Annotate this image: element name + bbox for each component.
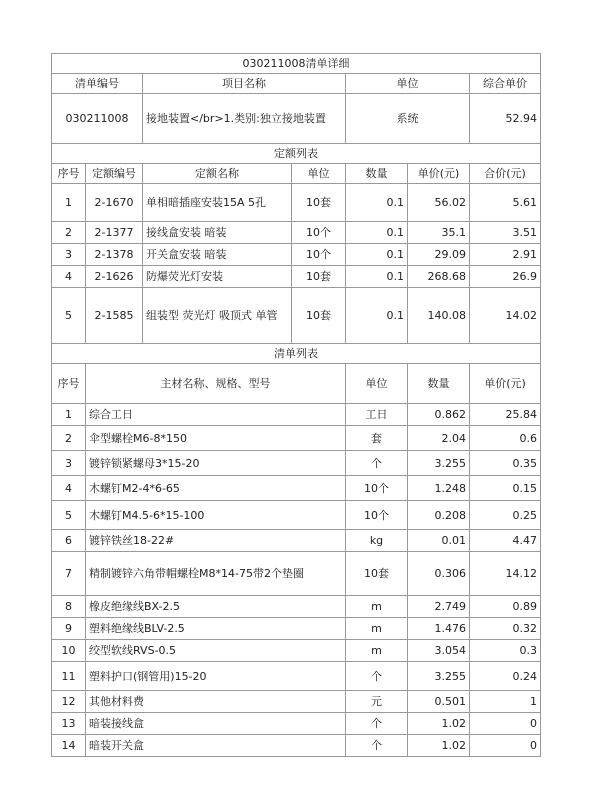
material-row <box>52 476 541 501</box>
total-price-cell: 26.9 <box>470 266 541 288</box>
row-number: 6 <box>52 530 86 552</box>
column-header: 序号 <box>52 164 86 184</box>
quota-row <box>52 244 541 266</box>
row-number: 1 <box>52 184 86 222</box>
bill-detail-table <box>51 53 541 757</box>
row-number: 14 <box>52 735 86 757</box>
composite-price: 52.94 <box>470 94 541 144</box>
unit-cell: 10套 <box>292 266 346 288</box>
quota-row <box>52 184 541 222</box>
unit-cell: 元 <box>346 691 408 713</box>
quantity-cell: 1.248 <box>408 476 470 501</box>
material-row <box>52 713 541 735</box>
code-label: 清单编号 <box>52 74 143 94</box>
quantity-cell: 0.1 <box>346 244 408 266</box>
title-row <box>52 54 541 74</box>
table-body <box>52 54 541 184</box>
column-header: 单价(元) <box>408 164 470 184</box>
quota-code: 2-1377 <box>86 222 143 244</box>
unit-price-cell: 1 <box>470 691 541 713</box>
column-header: 单位 <box>346 364 408 404</box>
row-number: 5 <box>52 501 86 530</box>
unit-cell: kg <box>346 530 408 552</box>
row-number: 2 <box>52 426 86 451</box>
total-price-cell: 5.61 <box>470 184 541 222</box>
quantity-cell: 3.054 <box>408 640 470 662</box>
quota-name: 组装型 荧光灯 吸顶式 单管 <box>143 288 292 344</box>
unit-price-cell: 25.84 <box>470 404 541 426</box>
unit-cell: m <box>346 618 408 640</box>
quantity-cell: 0.1 <box>346 184 408 222</box>
materials-rows <box>52 404 541 757</box>
unit-cell: 个 <box>346 713 408 735</box>
row-number: 5 <box>52 288 86 344</box>
column-header: 单价(元) <box>470 364 541 404</box>
material-name: 木螺钉M2-4*6-65 <box>86 476 346 501</box>
unit-cell: 10套 <box>346 552 408 596</box>
total-price-cell: 3.51 <box>470 222 541 244</box>
unit-cell: m <box>346 596 408 618</box>
quota-section-title: 定额列表 <box>52 144 541 164</box>
row-number: 8 <box>52 596 86 618</box>
material-row <box>52 501 541 530</box>
quantity-cell: 0.1 <box>346 222 408 244</box>
quantity-cell: 0.1 <box>346 266 408 288</box>
quota-name: 单相暗插座安装15A 5孔 <box>143 184 292 222</box>
unit-cell: 10套 <box>292 288 346 344</box>
column-header: 数量 <box>346 164 408 184</box>
material-name: 综合工日 <box>86 404 346 426</box>
materials-head <box>52 344 541 404</box>
quota-code: 2-1626 <box>86 266 143 288</box>
row-number: 9 <box>52 618 86 640</box>
material-row <box>52 662 541 691</box>
material-row <box>52 596 541 618</box>
quota-row <box>52 266 541 288</box>
quota-section-row <box>52 144 541 164</box>
material-row <box>52 426 541 451</box>
quantity-cell: 1.476 <box>408 618 470 640</box>
material-row <box>52 552 541 596</box>
quota-code: 2-1585 <box>86 288 143 344</box>
column-header: 定额编号 <box>86 164 143 184</box>
unit-price-cell: 0.89 <box>470 596 541 618</box>
unit-cell: 10个 <box>346 501 408 530</box>
project-name: 接地装置</br>1.类别:独立接地装置 <box>143 94 346 144</box>
unit-price-cell: 0 <box>470 735 541 757</box>
unit-cell: 个 <box>346 451 408 476</box>
quota-name: 防爆荧光灯安装 <box>143 266 292 288</box>
unit-price-cell: 29.09 <box>408 244 470 266</box>
row-number: 1 <box>52 404 86 426</box>
unit-cell: m <box>346 640 408 662</box>
material-name: 暗装接线盒 <box>86 713 346 735</box>
unit-cell: 10套 <box>292 184 346 222</box>
total-price-cell: 2.91 <box>470 244 541 266</box>
quantity-cell: 0.501 <box>408 691 470 713</box>
material-row <box>52 404 541 426</box>
material-row <box>52 618 541 640</box>
materials-section-row <box>52 344 541 364</box>
quantity-cell: 1.02 <box>408 713 470 735</box>
material-row <box>52 640 541 662</box>
unit-price-cell: 0.24 <box>470 662 541 691</box>
name-label: 项目名称 <box>143 74 346 94</box>
column-header: 合价(元) <box>470 164 541 184</box>
material-name: 镀锌锁紧螺母3*15-20 <box>86 451 346 476</box>
unit-price-cell: 0.15 <box>470 476 541 501</box>
row-number: 3 <box>52 244 86 266</box>
unit-price-cell: 0.25 <box>470 501 541 530</box>
bill-unit: 系统 <box>346 94 470 144</box>
column-header: 数量 <box>408 364 470 404</box>
row-number: 4 <box>52 266 86 288</box>
column-header: 序号 <box>52 364 86 404</box>
materials-section-title: 清单列表 <box>52 344 541 364</box>
material-row <box>52 691 541 713</box>
quantity-cell: 1.02 <box>408 735 470 757</box>
bill-code: 030211008 <box>52 94 143 144</box>
unit-price-cell: 268.68 <box>408 266 470 288</box>
quota-row <box>52 288 541 344</box>
row-number: 4 <box>52 476 86 501</box>
material-row <box>52 530 541 552</box>
material-row <box>52 451 541 476</box>
quota-header-row <box>52 164 541 184</box>
unit-price-cell: 4.47 <box>470 530 541 552</box>
row-number: 11 <box>52 662 86 691</box>
material-name: 绞型软线RVS-0.5 <box>86 640 346 662</box>
material-name: 精制镀锌六角带帽螺栓M8*14-75带2个垫圈 <box>86 552 346 596</box>
unit-label: 单位 <box>346 74 470 94</box>
materials-header-row <box>52 364 541 404</box>
material-name: 塑料护口(钢管用)15-20 <box>86 662 346 691</box>
material-name: 其他材料费 <box>86 691 346 713</box>
header-label-row <box>52 74 541 94</box>
quantity-cell: 0.862 <box>408 404 470 426</box>
row-number: 7 <box>52 552 86 596</box>
unit-price-cell: 0.32 <box>470 618 541 640</box>
unit-cell: 个 <box>346 735 408 757</box>
unit-price-cell: 14.12 <box>470 552 541 596</box>
material-name: 塑料绝缘线BLV-2.5 <box>86 618 346 640</box>
quantity-cell: 0.306 <box>408 552 470 596</box>
material-name: 镀锌铁丝18-22# <box>86 530 346 552</box>
table-title: 030211008清单详细 <box>52 54 541 74</box>
unit-price-cell: 0.3 <box>470 640 541 662</box>
material-name: 暗装开关盒 <box>86 735 346 757</box>
row-number: 10 <box>52 640 86 662</box>
total-price-cell: 14.02 <box>470 288 541 344</box>
unit-price-cell: 56.02 <box>408 184 470 222</box>
price-label: 综合单价 <box>470 74 541 94</box>
row-number: 12 <box>52 691 86 713</box>
unit-cell: 10个 <box>292 222 346 244</box>
header-value-row <box>52 94 541 144</box>
column-header: 主材名称、规格、型号 <box>86 364 346 404</box>
quantity-cell: 0.208 <box>408 501 470 530</box>
quantity-cell: 0.1 <box>346 288 408 344</box>
unit-cell: 个 <box>346 662 408 691</box>
quota-row <box>52 222 541 244</box>
material-name: 伞型螺栓M6-8*150 <box>86 426 346 451</box>
unit-price-cell: 0.35 <box>470 451 541 476</box>
unit-price-cell: 0.6 <box>470 426 541 451</box>
quantity-cell: 3.255 <box>408 662 470 691</box>
quantity-cell: 0.01 <box>408 530 470 552</box>
quota-code: 2-1670 <box>86 184 143 222</box>
quantity-cell: 2.749 <box>408 596 470 618</box>
quota-name: 接线盒安装 暗装 <box>143 222 292 244</box>
quantity-cell: 3.255 <box>408 451 470 476</box>
material-row <box>52 735 541 757</box>
unit-price-cell: 35.1 <box>408 222 470 244</box>
unit-cell: 工日 <box>346 404 408 426</box>
unit-price-cell: 0 <box>470 713 541 735</box>
unit-cell: 10个 <box>346 476 408 501</box>
unit-cell: 10个 <box>292 244 346 266</box>
quota-code: 2-1378 <box>86 244 143 266</box>
material-name: 木螺钉M4.5-6*15-100 <box>86 501 346 530</box>
quantity-cell: 2.04 <box>408 426 470 451</box>
unit-price-cell: 140.08 <box>408 288 470 344</box>
row-number: 13 <box>52 713 86 735</box>
material-name: 橡皮绝缘线BX-2.5 <box>86 596 346 618</box>
quota-rows <box>52 184 541 344</box>
column-header: 单位 <box>292 164 346 184</box>
unit-cell: 套 <box>346 426 408 451</box>
column-header: 定额名称 <box>143 164 292 184</box>
row-number: 3 <box>52 451 86 476</box>
quota-name: 开关盒安装 暗装 <box>143 244 292 266</box>
row-number: 2 <box>52 222 86 244</box>
